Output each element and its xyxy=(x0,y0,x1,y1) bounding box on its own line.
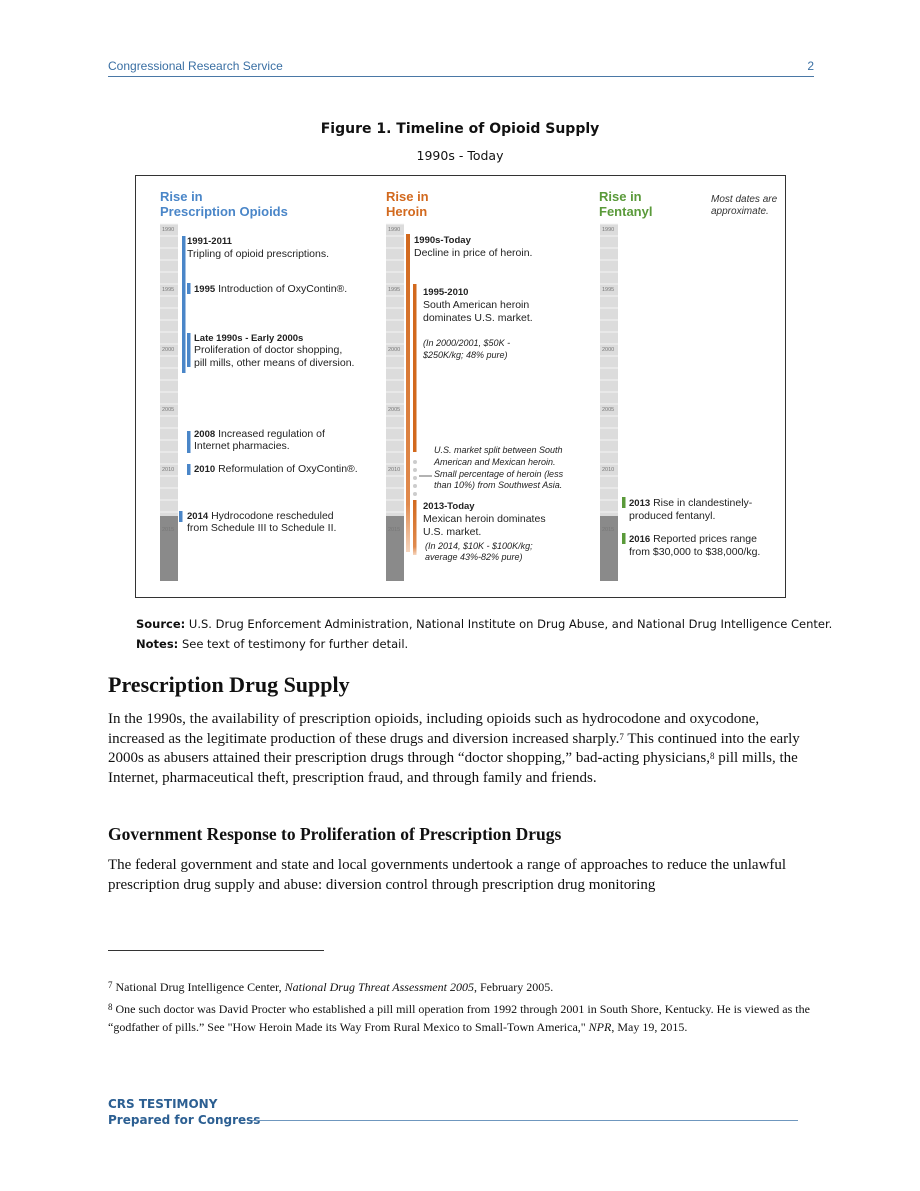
heroin-dot xyxy=(413,484,417,488)
heroin-title-line1: Rise in xyxy=(386,189,429,204)
fentanyl-bar-2013 xyxy=(622,497,626,508)
rx-event3-head: Late 1990s - Early 2000s xyxy=(194,333,304,344)
subsection-heading: Government Response to Proliferation of Prescription Drugs xyxy=(108,824,562,844)
heroin-split-line2: American and Mexican heroin. xyxy=(434,457,556,467)
rx-bar-2010 xyxy=(187,464,191,475)
fentanyl-bar-2016 xyxy=(622,533,626,544)
year-tick-label: 1995 xyxy=(602,287,615,293)
rx-bar-late90s xyxy=(187,333,191,367)
heroin-event3-line2: U.S. market. xyxy=(423,526,482,538)
rx-title-line2: Prescription Opioids xyxy=(160,204,288,219)
year-tick-label: 1995 xyxy=(388,287,401,293)
figure-title: Figure 1. Timeline of Opioid Supply xyxy=(320,121,600,137)
heroin-dot xyxy=(413,476,417,480)
figure-subtitle: 1990s - Today xyxy=(416,148,504,163)
rx-bar-1991-2011 xyxy=(182,236,186,373)
section-heading: Prescription Drug Supply xyxy=(108,672,350,697)
footnote-ref-7[interactable]: 7 xyxy=(619,731,624,742)
rx-event1-text: Tripling of opioid prescriptions. xyxy=(187,248,330,260)
page-header xyxy=(108,58,814,77)
rx-event2: 1995 Introduction of OxyContin®. xyxy=(194,283,348,295)
heroin-event3-head: 2013-Today xyxy=(423,501,475,512)
heroin-event2-line2: dominates U.S. market. xyxy=(423,312,533,324)
rx-title-line1: Rise in xyxy=(160,189,203,204)
page-footer xyxy=(108,1097,798,1131)
footnote-ref-8[interactable]: 8 xyxy=(709,751,715,761)
subsection-paragraph: The federal government and state and local governments undertook a range of approaches to reduce the unlawful prescription drug supply and abuse: diversion control through prescription drug monitoring xyxy=(108,857,787,893)
heroin-bar-1995-2010 xyxy=(413,284,417,452)
rx-event4-line1: 2008 Increased regulation of xyxy=(194,428,325,440)
heroin-event1-head: 1990s-Today xyxy=(414,235,471,246)
heroin-event2-note1: (In 2000/2001, $50K - xyxy=(423,338,511,348)
rx-bar-1995 xyxy=(187,283,191,294)
year-tick-label: 2015 xyxy=(602,527,615,533)
rx-bar-2008 xyxy=(187,431,191,453)
year-tick-label: 1990 xyxy=(602,227,615,233)
year-tick-label: 2015 xyxy=(388,527,401,533)
year-tick-label: 1990 xyxy=(162,227,175,233)
fentanyl-event1-line1: 2013 Rise in clandestinely- xyxy=(629,497,753,509)
footer-line2: Prepared for Congress xyxy=(108,1113,261,1127)
heroin-dot xyxy=(413,460,417,464)
footer-line1: CRS TESTIMONY xyxy=(108,1097,218,1111)
figure-notes: Notes: See text of testimony for further detail. xyxy=(136,637,409,651)
rx-event6-line2: from Schedule III to Schedule II. xyxy=(187,522,337,534)
year-tick-label: 2010 xyxy=(162,467,175,473)
fentanyl-title-line1: Rise in xyxy=(599,189,642,204)
year-tick-label: 1990 xyxy=(388,227,401,233)
heroin-title-line2: Heroin xyxy=(386,204,428,219)
heroin-split-line4: than 10%) from Southwest Asia. xyxy=(434,480,563,490)
figure-source: Source: U.S. Drug Enforcement Administration, National Institute on Drug Abuse, and National Drug Intelligence Center. xyxy=(136,617,833,631)
heroin-dot xyxy=(413,492,417,496)
heroin-event3-line1: Mexican heroin dominates xyxy=(423,513,546,525)
rx-event1-head: 1991-2011 xyxy=(187,236,232,247)
heroin-event3-note1: (In 2014, $10K - $100K/kg; xyxy=(425,541,533,551)
heroin-event2-line1: South American heroin xyxy=(423,299,530,311)
rx-event5: 2010 Reformulation of OxyContin®. xyxy=(194,463,358,475)
year-tick-label: 2015 xyxy=(162,527,175,533)
timeline-svg xyxy=(136,176,785,597)
heroin-split-line3: Small percentage of heroin (less xyxy=(434,469,564,479)
heroin-event3-note2: average 43%-82% pure) xyxy=(425,552,523,562)
fentanyl-event2-line1: 2016 Reported prices range xyxy=(629,533,757,545)
heroin-event2-head: 1995-2010 xyxy=(423,287,469,298)
heroin-split-line1: U.S. market split between South xyxy=(434,445,563,455)
footer-rule xyxy=(252,1120,798,1121)
rx-event6-line1: 2014 Hydrocodone rescheduled xyxy=(187,510,334,522)
timeline-figure xyxy=(135,175,786,598)
approx-note-line1: Most dates are xyxy=(711,194,778,205)
heroin-bar-2013-today xyxy=(413,500,417,555)
heroin-bar-1990s-today xyxy=(406,234,410,552)
rx-event4-line2: Internet pharmacies. xyxy=(194,440,290,452)
year-tick-label: 2000 xyxy=(388,347,401,353)
heroin-event2-note2: $250K/kg; 48% pure) xyxy=(423,350,508,360)
header-org: Congressional Research Service xyxy=(108,59,283,73)
year-tick-label: 2010 xyxy=(388,467,401,473)
footnote-8: $^8$ One such doctor was David Procter who established a pill mill operation from 1992 through 2001 in South Shore, Kentucky. He is viewed as the “godfather of pills.” See "How Heroin Made its Way From Rural Mexico to Small-Town America," NPR, May 19, 2015. xyxy=(108,1002,810,1034)
year-tick-label: 1995 xyxy=(162,287,175,293)
fentanyl-title-line2: Fentanyl xyxy=(599,204,653,219)
rx-event3-line2: pill mills, other means of diversion. xyxy=(194,357,355,369)
header-page-number: 2 xyxy=(807,59,814,73)
fentanyl-event2-line2: from $30,000 to $38,000/kg. xyxy=(629,546,761,558)
rx-event3-line1: Proliferation of doctor shopping, xyxy=(194,344,343,356)
timebar-recent xyxy=(386,516,404,581)
section-paragraph: In the 1990s, the availability of prescription opioids, including opioids such as hydrocodone and oxycodone, increased as the legitimate production of these drugs and diversion increased sharply.$^7$ This continued into the early 2000s as abusers attained their prescription drugs through “doctor shopping,” bad-acting physicians,$^8$ pill mills, the Internet, pharmaceutical theft, prescription fraud, and through family and friends. xyxy=(108,711,800,786)
heroin-event1-text: Decline in price of heroin. xyxy=(414,247,533,259)
year-tick-label: 2005 xyxy=(602,407,615,413)
approx-note-line2: approximate. xyxy=(711,206,769,217)
year-tick-label: 2010 xyxy=(602,467,615,473)
year-tick-label: 2005 xyxy=(162,407,175,413)
rx-bar-2014 xyxy=(179,511,183,522)
year-tick-label: 2000 xyxy=(162,347,175,353)
heroin-dot xyxy=(413,468,417,472)
timebar-recent xyxy=(600,516,618,581)
timebar-recent xyxy=(160,516,178,581)
year-tick-label: 2000 xyxy=(602,347,615,353)
year-tick-label: 2005 xyxy=(388,407,401,413)
footnote-7: $^7$ National Drug Intelligence Center, National Drug Threat Assessment 2005, February 2005. xyxy=(108,980,554,994)
footnote-divider xyxy=(108,950,324,951)
fentanyl-event1-line2: produced fentanyl. xyxy=(629,510,716,522)
